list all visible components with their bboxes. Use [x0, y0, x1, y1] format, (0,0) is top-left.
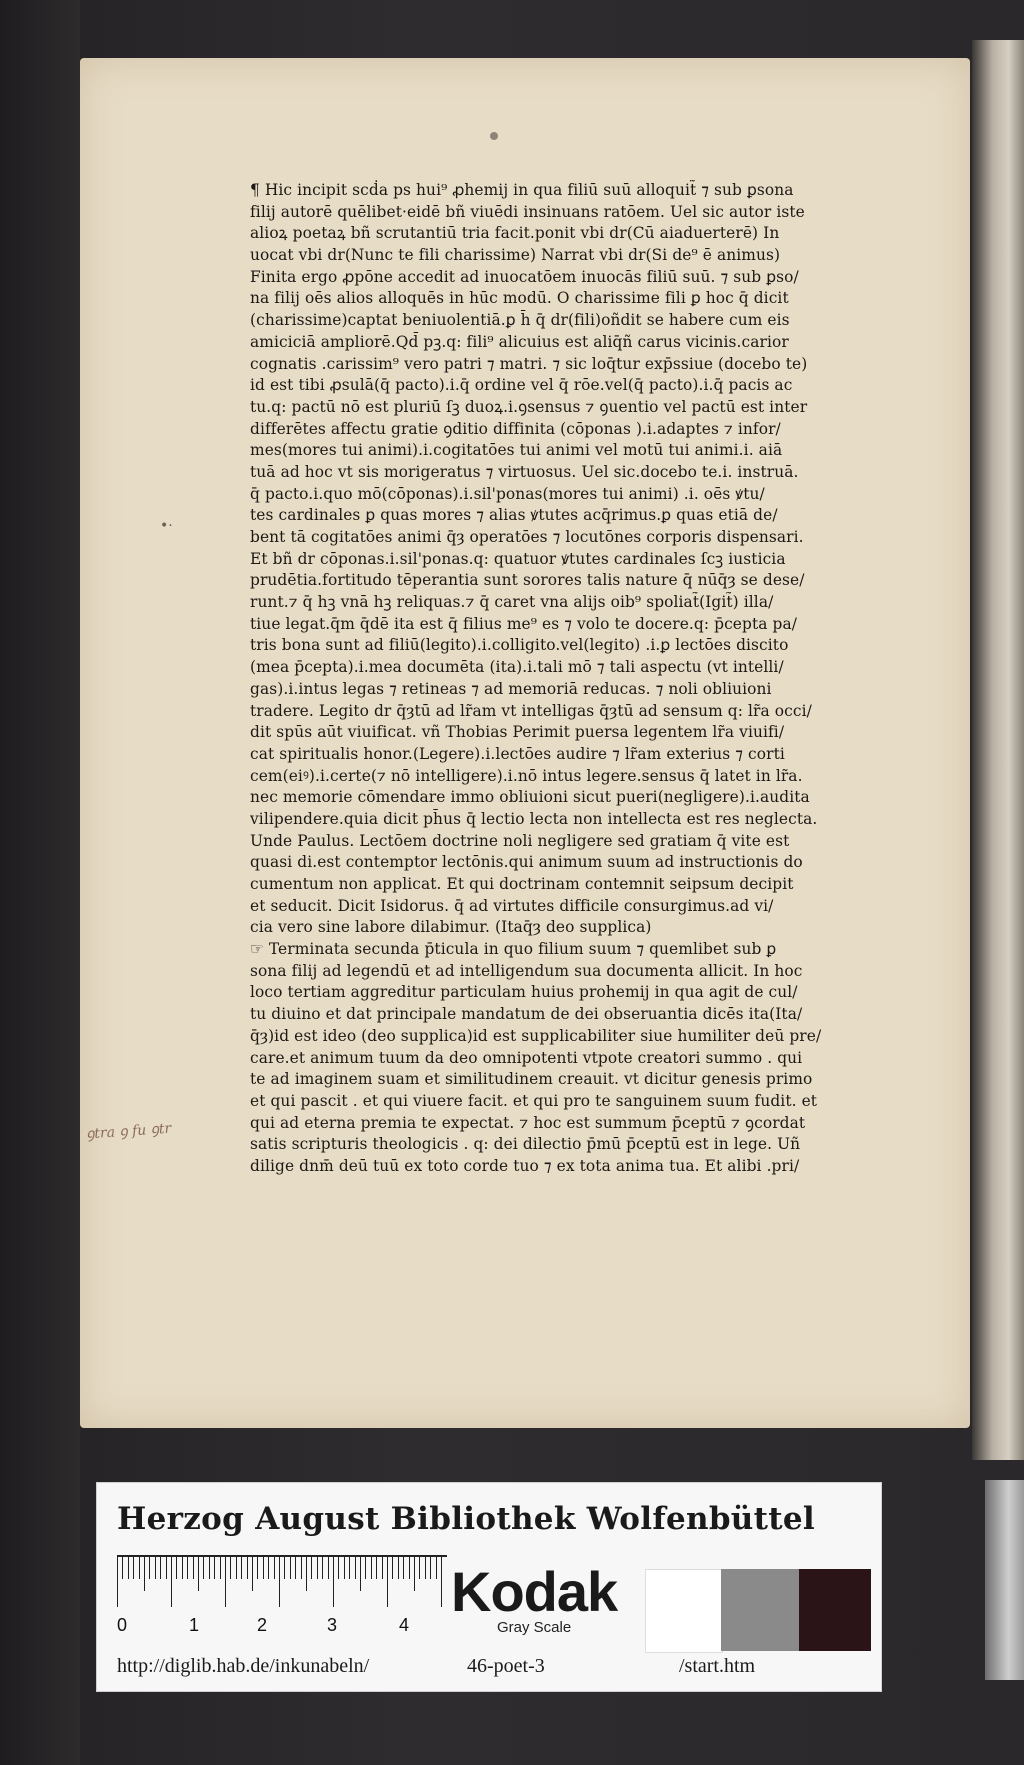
ruler-tick: [338, 1557, 339, 1579]
text-line: Et bñ dr cōponas.i.sil'ponas.q: quatuor ꝟtutes cardinales ſcꝫ iusticia: [250, 549, 786, 568]
text-line: dit spūs aūt viuificat. vñ Thobias Perimit puersa legentem lr̃a viuifi/: [250, 723, 785, 742]
page-spot: [490, 132, 498, 140]
ruler-number: 4: [399, 1615, 410, 1635]
ruler-tick: [322, 1557, 323, 1579]
text-line: runt.⁊ q̄ hꝫ vnā hꝫ reliquas.⁊ q̄ caret vna alijs oib⁹ spoliat̃(Igit̃) illa/: [250, 593, 774, 612]
ruler-tick: [155, 1557, 156, 1579]
ruler-tick: [214, 1557, 215, 1579]
ruler-tick: [398, 1557, 399, 1579]
ruler-tick: [160, 1557, 161, 1579]
text-line: differētes affectu gratie ꝯditio diffinita (cōponas ).i.adaptes ⁊ infor/: [250, 419, 781, 438]
ruler-tick: [333, 1557, 334, 1607]
ruler-tick: [117, 1557, 118, 1607]
handwritten-margin-note: ꝯtra ꝯ fu ꝯtr: [85, 1120, 172, 1143]
text-line: satis scripturis theologicis . q: dei dilectio p̄mū p̄ceptū est in lege. Uñ: [250, 1135, 801, 1154]
ruler-tick: [355, 1557, 356, 1579]
ruler-tick: [209, 1557, 210, 1579]
text-line: te ad imaginem suam et similitudinem creauit. vt dicitur genesis primo: [250, 1070, 813, 1089]
ruler-tick: [128, 1557, 129, 1579]
gray-scale-label: Gray Scale: [497, 1619, 572, 1636]
white-swatch: [645, 1569, 723, 1653]
text-line: q̄ȝ)id est ideo (deo supplica)id est supplicabiliter siue humiliter deū pre/: [250, 1026, 822, 1045]
text-line: tes cardinales ꝑ quas mores ⁊ alias ꝟtutes acq̄rimus.ꝑ quas etiā de/: [250, 506, 778, 525]
ruler-tick: [441, 1557, 442, 1607]
ruler-tick: [301, 1557, 302, 1579]
library-title: Herzog August Bibliothek Wolfenbüttel: [117, 1501, 815, 1537]
ruler-tick: [166, 1557, 167, 1579]
shelfmark: 46-poet-3: [467, 1655, 545, 1677]
text-line: q̄ pacto.i.quo mō(cōponas).i.sil'ponas(mores tui animi) .i. oēs ꝟtu/: [250, 484, 765, 503]
text-line: et qui pascit . et qui viuere facit. et qui pro te sanguinem suum fudit. et: [250, 1091, 818, 1110]
ruler-tick: [360, 1557, 361, 1591]
ruler-scale: [117, 1555, 447, 1615]
ruler-tick: [149, 1557, 150, 1579]
ruler-tick: [409, 1557, 410, 1579]
text-line: (charissime)captat beniuolentiā.ꝑ h̄ q̄ dr(fili)oñdit se habere cum eis: [250, 311, 790, 330]
ruler-tick: [290, 1557, 291, 1579]
text-line: tiue legat.q̄m q̄dē ita est q̄ filius me⁹ es ⁊ volo te docere.q: p̄cepta pa/: [250, 614, 798, 633]
ruler-tick: [425, 1557, 426, 1579]
start-page: /start.htm: [679, 1655, 756, 1677]
text-line: amiciciā ampliorē.Qd̄ pꝫ.q: fili⁹ alicuius est aliq̄ñ carus vicinis.carior: [250, 332, 789, 351]
text-line: prudētia.fortitudo tēperantia sunt sorores talis nature q̄ nūq̄ȝ se dese/: [250, 571, 805, 590]
margin-tick: •·: [160, 518, 173, 534]
ruler-tick: [403, 1557, 404, 1579]
text-line: Unde Paulus. Lectōem doctrine noli negligere sed gratiam q̄ vite est: [250, 831, 790, 850]
ruler-tick: [236, 1557, 237, 1579]
color-target-card: [96, 1482, 882, 1692]
text-line: cat spiritualis honor.(Legere).i.lectōes audire ⁊ lr̃am exterius ⁊ corti: [250, 744, 785, 763]
text-line: tuā ad hoc vt sis morigeratus ⁊ virtuosus. Uel sic.docebo te.i. instruā.: [250, 462, 799, 481]
dark-swatch: [799, 1569, 871, 1651]
text-line: (mea p̄cepta).i.mea documēta (ita).i.tali mō ⁊ tali aspectu (vt intelli/: [250, 658, 784, 677]
text-line: dilige dnm̄ deū tuū ex toto corde tuo ⁊ ex tota anima tua. Et alibi .pri/: [250, 1156, 800, 1175]
ruler-tick: [295, 1557, 296, 1579]
ruler-tick: [311, 1557, 312, 1579]
ruler-tick: [279, 1557, 280, 1607]
base-url: http://diglib.hab.de/inkunabeln/: [117, 1655, 370, 1677]
ruler-tick: [328, 1557, 329, 1579]
text-line: Finita ergo ꝓpōne accedit ad inuocatōem inuocās filiū suū. ⁊ sub ꝑso/: [250, 267, 799, 286]
scanner-left-edge: [0, 0, 80, 1765]
ruler-tick: [349, 1557, 350, 1579]
ruler-tick: [144, 1557, 145, 1591]
ruler-tick: [182, 1557, 183, 1579]
ruler-tick: [344, 1557, 345, 1579]
ruler-tick: [306, 1557, 307, 1591]
text-line: qui ad eterna premia te expectat. ⁊ hoc est summum p̄ceptū ⁊ ꝯcordat: [250, 1113, 806, 1132]
ruler-number: 3: [327, 1615, 338, 1635]
kodak-logo: Kodak: [451, 1560, 618, 1623]
text-line: tu.q: pactū nō est pluriū ſꝫ duoꝝ.i.ꝯsensus ⁊ ꝯuentio vel pactū est inter: [250, 397, 808, 416]
gray-swatch: [721, 1569, 799, 1651]
text-line: care.et animum tuum da deo omnipotenti vtpote creatori summo . qui: [250, 1048, 803, 1067]
ruler-tick: [241, 1557, 242, 1579]
ruler-number: 2: [257, 1615, 268, 1635]
ruler-tick: [365, 1557, 366, 1579]
ruler-tick: [247, 1557, 248, 1579]
ruler-tick: [198, 1557, 199, 1591]
ruler-tick: [203, 1557, 204, 1579]
ruler-tick: [392, 1557, 393, 1579]
text-line: cem(eiꝰ).i.certe(⁊ nō intelligere).i.nō intus legere.sensus q̄ latet in lr̃a.: [250, 766, 803, 785]
ruler-tick: [371, 1557, 372, 1579]
ruler-tick: [171, 1557, 172, 1607]
ruler-tick: [225, 1557, 226, 1607]
text-line: et seducit. Dicit Isidorus. q̄ ad virtutes difficile consurgimus.ad vi/: [250, 896, 774, 915]
text-line: mes(mores tui animi).i.cogitatōes tui animi vel motū tui animi.i. aiā: [250, 441, 783, 460]
ruler-tick: [317, 1557, 318, 1579]
ruler-tick: [263, 1557, 264, 1579]
adjacent-page-edge: [972, 40, 1024, 1460]
text-line: bent tā cogitatōes animi q̄ȝ operatōes ⁊ locutōnes corporis dispensari.: [250, 528, 804, 546]
ruler-tick: [187, 1557, 188, 1579]
ruler-tick: [122, 1557, 123, 1579]
text-line: tradere. Legito dr q̄ȝtū ad lr̃am vt intelligas q̄ȝtū ad sensum q: lr̃a occi/: [250, 701, 812, 720]
text-line: gas).i.intus legas ⁊ retineas ⁊ ad memoriā reducas. ⁊ noli obliuioni: [250, 679, 772, 698]
text-line: tris bona sunt ad filiū(legito).i.colligito.vel(legito) .i.ꝑ lectōes discito: [250, 636, 789, 655]
ruler-tick: [220, 1557, 221, 1579]
ruler-tick: [436, 1557, 437, 1579]
ruler-tick: [176, 1557, 177, 1579]
text-line: tu diuino et dat principale mandatum de dei obseruantia dicēs ita(Ita/: [250, 1005, 803, 1024]
text-line: vilipendere.quia dicit ph̄us q̄ lectio lecta non intellecta est res neglecta.: [250, 809, 818, 828]
ruler-number: 0: [117, 1615, 128, 1635]
ruler-tick: [430, 1557, 431, 1579]
text-line: na filij oēs alios alloquēs in hūc modū. O charissime fili ꝑ hoc q̄ dicit: [250, 289, 789, 308]
ruler-tick: [230, 1557, 231, 1579]
text-line: ¶ Hic incipit scḋa ps hui⁹ ꝓhemij in qua filiū suū alloquit̃ ⁊ sub ꝑsona: [250, 181, 794, 199]
text-line: uocat vbi dr(Nunc te fili charissime) Narrat vbi dr(Si de⁹ ē animus): [250, 246, 781, 265]
text-line: filij autorē quēlibet·eidē bñ viuēdi insinuans ratōem. Uel sic autor iste: [250, 202, 805, 221]
ruler-tick: [387, 1557, 388, 1607]
ruler-tick: [274, 1557, 275, 1579]
ruler-tick: [419, 1557, 420, 1579]
ruler-tick: [252, 1557, 253, 1591]
text-line: nec memorie cōmendare immo obliuioni sicut pueri(negligere).i.audita: [250, 788, 810, 807]
latin-text-block: [250, 180, 890, 1232]
text-line: ☞ Terminata secunda p̄ticula in quo filium suum ⁊ quemlibet sub ꝑ: [250, 940, 777, 959]
text-line: loco tertiam aggreditur particulam huius prohemij in qua agit de cul/: [250, 983, 798, 1002]
ruler-tick: [133, 1557, 134, 1579]
ruler-number: 1: [189, 1615, 200, 1635]
text-line: sona filij ad legendū et ad intelligendum sua documenta allicit. In hoc: [250, 961, 803, 980]
text-line: id est tibi ꝓsulā(q̄ pacto).i.q̄ ordine vel q̄ rōe.vel(q̄ pacto).i.q̄ pacis ac: [250, 376, 793, 395]
ruler-tick: [284, 1557, 285, 1579]
text-line: cia vero sine labore dilabimur. (Itaq̄ȝ deo supplica): [250, 918, 652, 937]
ruler-tick: [382, 1557, 383, 1579]
ruler-tick: [139, 1557, 140, 1579]
ruler-tick: [193, 1557, 194, 1579]
ruler-tick: [257, 1557, 258, 1579]
text-line: cumentum non applicat. Et qui doctrinam contemnit seipsum decipit: [250, 875, 794, 893]
ruler-tick: [268, 1557, 269, 1579]
ruler-tick: [414, 1557, 415, 1591]
adjacent-target-edge: [985, 1480, 1024, 1680]
text-line: alioꝝ poetaꝝ bñ scrutantiū tria facit.ponit vbi dr(Cū aiaduerterē) In: [250, 224, 780, 243]
kodak-gray-scale: [451, 1549, 887, 1641]
text-line: cognatis .carissim⁹ vero patri ⁊ matri. ⁊ sic loq̄tur exp̄ssiue (docebo te): [250, 354, 808, 373]
ruler-tick: [376, 1557, 377, 1579]
text-line: quasi di.est contemptor lectōnis.qui animum suum ad instructionis do: [250, 853, 803, 872]
